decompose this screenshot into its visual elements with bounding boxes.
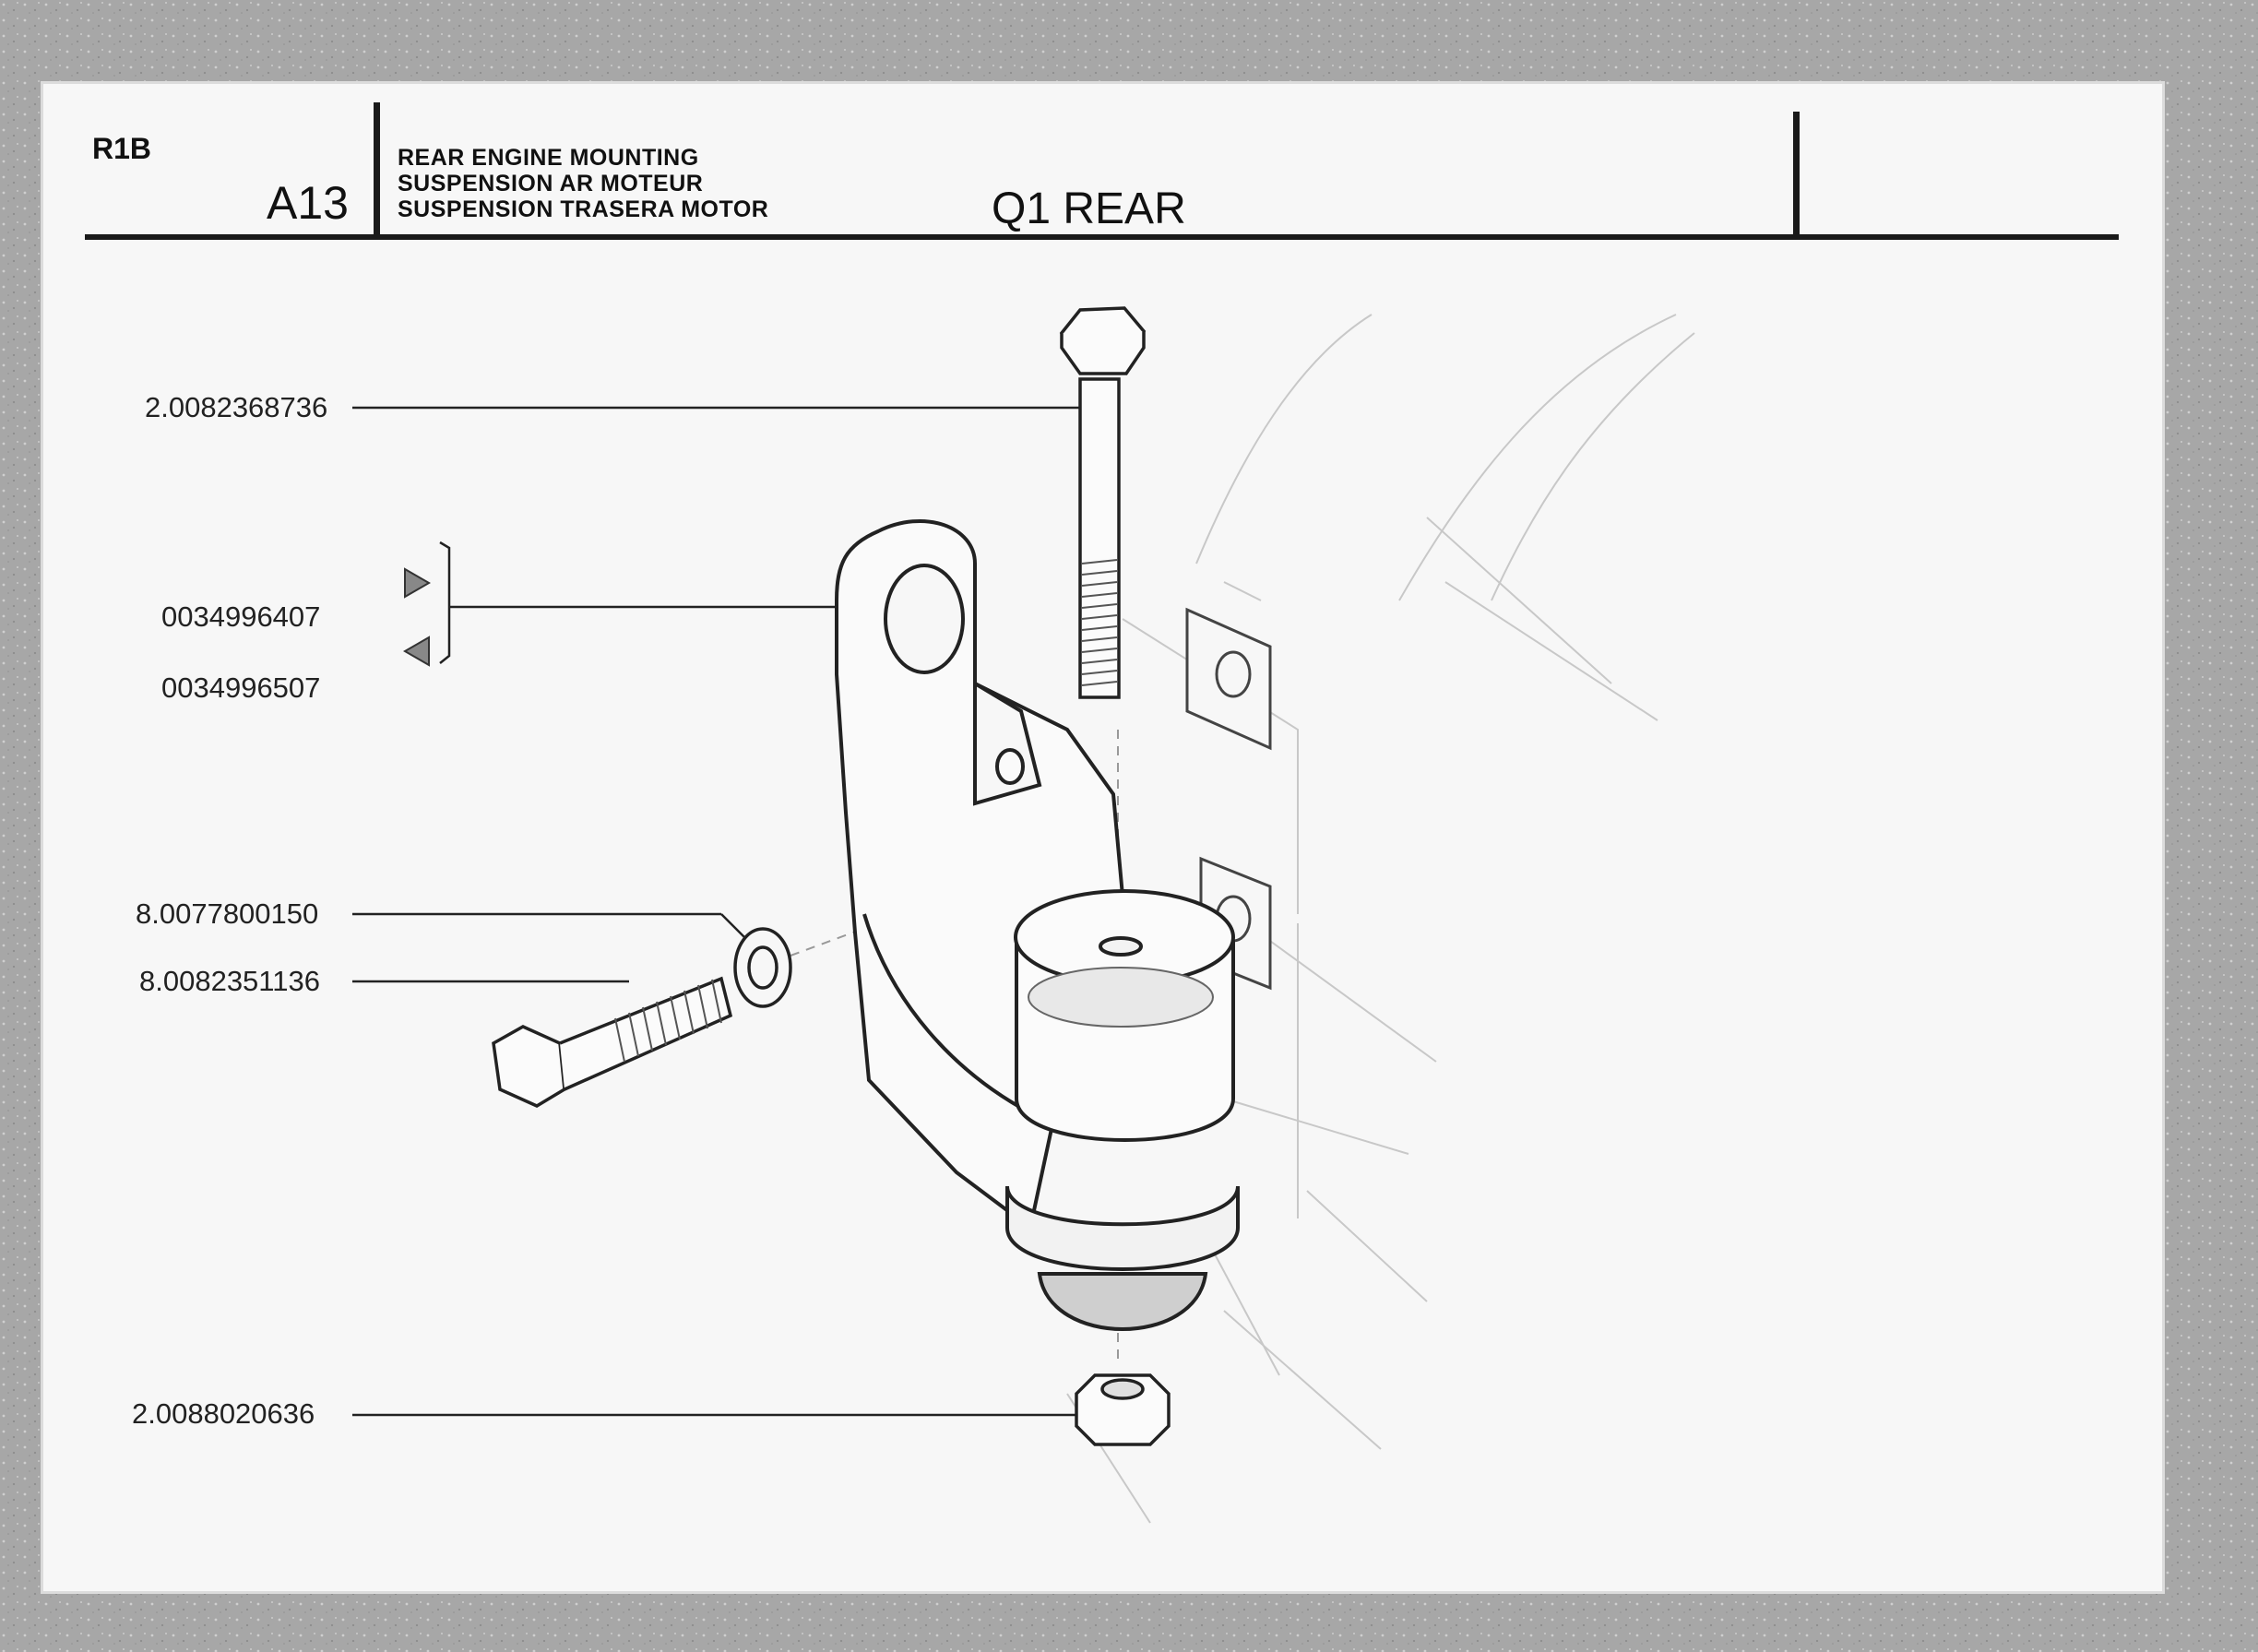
right-pointing-triangle-icon [405,569,429,597]
hex-nut [1076,1375,1169,1444]
group-code: A13 [267,177,349,229]
part-number-short-bolt: 8.0082351136 [139,965,320,997]
part-number-bracket-a: 0034996407 [161,600,321,633]
part-number-spring-washer: 8.0077800150 [136,897,319,930]
short-hex-bolt [493,979,731,1106]
title-french: SUSPENSION AR MOTEUR [398,171,704,196]
part-number-hex-nut: 2.0088020636 [132,1397,315,1430]
title-spanish: SUSPENSION TRASERA MOTOR [398,196,769,222]
exploded-parts-diagram [43,84,2162,1591]
rubber-mount [1007,891,1238,1329]
variant-label: Q1 REAR [992,184,1186,233]
title-english: REAR ENGINE MOUNTING [398,145,699,171]
spring-washer [735,929,790,1006]
part-number-bracket-b: 0034996507 [161,671,321,704]
model-code: R1B [92,132,152,165]
part-number-long-bolt: 2.0082368736 [145,391,328,423]
parts-catalog-sheet [43,84,2162,1591]
left-pointing-triangle-icon [405,637,429,665]
